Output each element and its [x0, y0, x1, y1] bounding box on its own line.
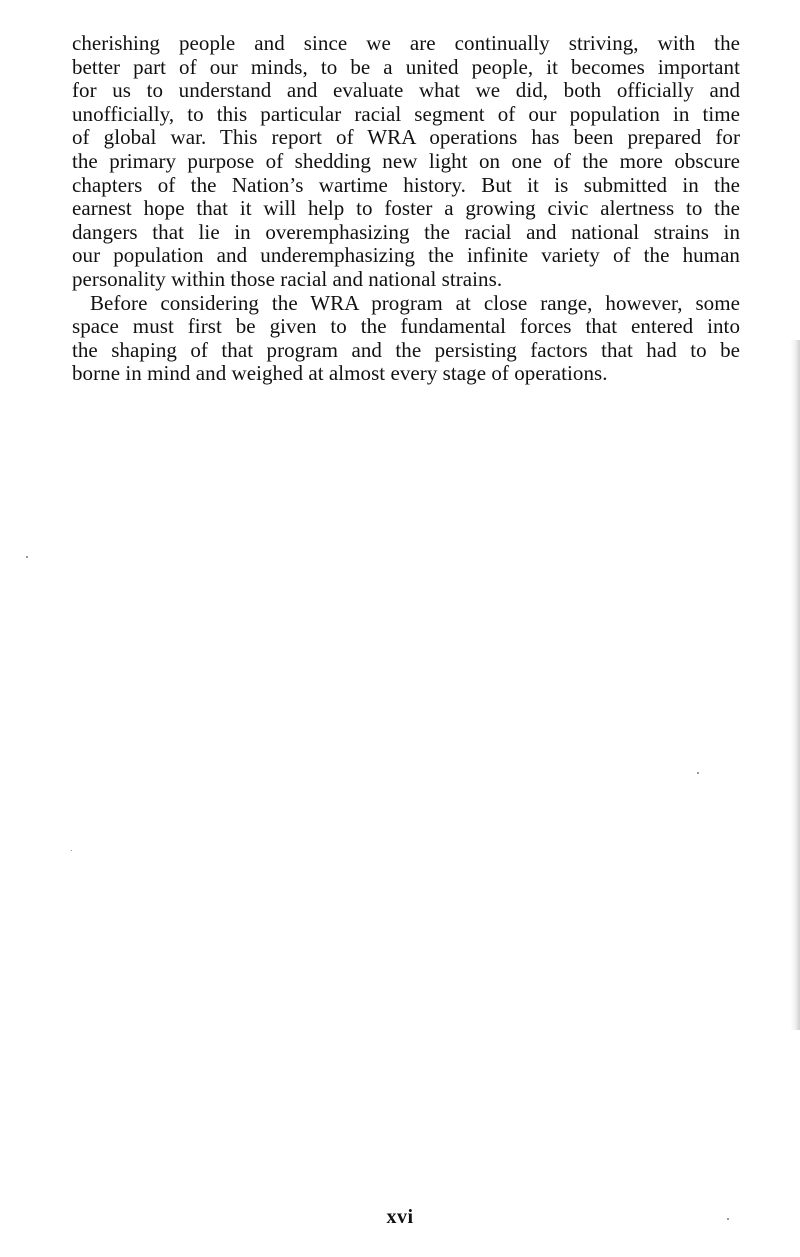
text-line: the primary purpose of shedding new light on one of the more obscure [72, 148, 740, 173]
page-number: xvi [386, 1206, 414, 1228]
text-line: Before considering the WRA program at close range, however, some [90, 290, 740, 315]
scan-speck [71, 850, 72, 851]
paragraph-2 [72, 292, 740, 386]
scan-speck [26, 556, 28, 558]
text-line: borne in mind and weighed at almost every stage of operations. [72, 361, 608, 386]
text-line: for us to understand and evaluate what we did, both officially and [72, 78, 740, 103]
text-line: our population and underemphasizing the infinite variety of the human [72, 243, 740, 268]
text-line: the shaping of that program and the persisting factors that had to be [72, 337, 740, 362]
text-line: unofficially, to this particular racial segment of our population in time [72, 101, 740, 126]
scan-edge-shadow [790, 340, 800, 1030]
paragraph-1 [72, 32, 740, 292]
text-line: space must first be given to the fundamental forces that entered into [72, 314, 740, 339]
scan-speck [727, 1218, 729, 1220]
text-line: personality within those racial and national strains. [72, 266, 503, 291]
page-body [72, 32, 740, 386]
text-line: chapters of the Nation’s wartime history. But it is submitted in the [72, 172, 740, 197]
text-line: better part of our minds, to be a united people, it becomes important [72, 54, 740, 79]
scan-speck [697, 772, 699, 774]
text-line: of global war. This report of WRA operations has been prepared for [72, 125, 740, 150]
text-line: cherishing people and since we are continually striving, with the [72, 31, 740, 55]
text-line: earnest hope that it will help to foster a growing civic alertness to the [72, 196, 740, 221]
text-line: dangers that lie in overemphasizing the racial and national strains in [72, 219, 740, 244]
